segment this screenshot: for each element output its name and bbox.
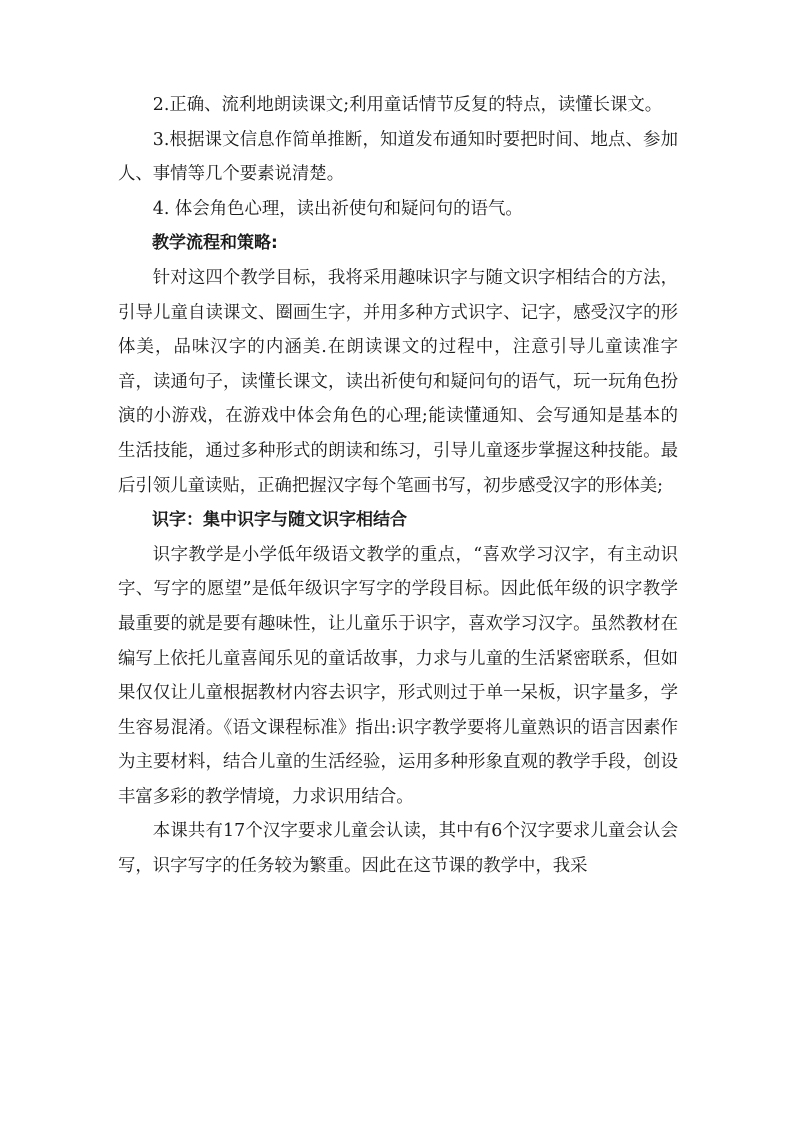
paragraph-objective-4: 4. 体会角色心理，读出祈使句和疑问句的语气。 — [152, 198, 523, 219]
paragraph-strategy: 针对这四个教学目标，我将采用趣味识字与随文识字相结合的方法，引导儿童自读课文、圈画生字，并用多种方式识字、记字，感受汉字的形体美，品味汉字的内涵美.在朗读课文的过程中，注意引导儿童读准字音，读通句子，读懂长课文，读出祈使句和疑问句的语气，玩一玩角色扮演的小游戏，在游戏中体会角色的心理;能读懂通知、会写通知是基本的生活技能，通过多种形式的朗读和练习，引导儿童逐步掌握这种技能。最后引领儿童读贴，正确把握汉字每个笔画书写，初步感受汉字的形体美; — [118, 267, 678, 496]
paragraph-objective-2: 2.正确、流利地朗读课文;利用童话情节反复的特点，读懂长课文。 — [152, 95, 663, 115]
paragraph-objective-3: 3.根据课文信息作简单推断，知道发布通知时要把时间、地点、参加人、事情等几个要素说清楚。 — [118, 129, 678, 185]
paragraph-lesson-characters: 本课共有17个汉字要求儿童会认读，其中有6个汉字要求儿童会认会写，识字写字的任务较为繁重。因此在这节课的教学中，我采 — [118, 821, 678, 877]
heading-literacy: 识字：集中识字与随文识字相结合 — [152, 510, 407, 531]
document-body — [118, 88, 678, 884]
paragraph-literacy-importance: 识字教学是小学低年级语文教学的重点，“喜欢学习汉字，有主动识字、写字的愿望”是低年级识字写字的学段目标。因此低年级的识字教学最重要的就是要有趣味性，让儿童乐于识字，喜欢学习汉字。虽然教材在编写上依托儿童喜闻乐见的童话故事，力求与儿童的生活紧密联系，但如果仅仅让儿童根据教材内容去识字，形式则过于单一呆板，识字量多，学生容易混淆。《语文课程标准》指出:识字教学要将儿童熟识的语言因素作为主要材料，结合儿童的生活经验，运用多种形象直观的教学手段，创设丰富多彩的教学情境，力求识用结合。 — [118, 544, 678, 807]
heading-teaching-process: 教学流程和策略: — [152, 233, 278, 254]
